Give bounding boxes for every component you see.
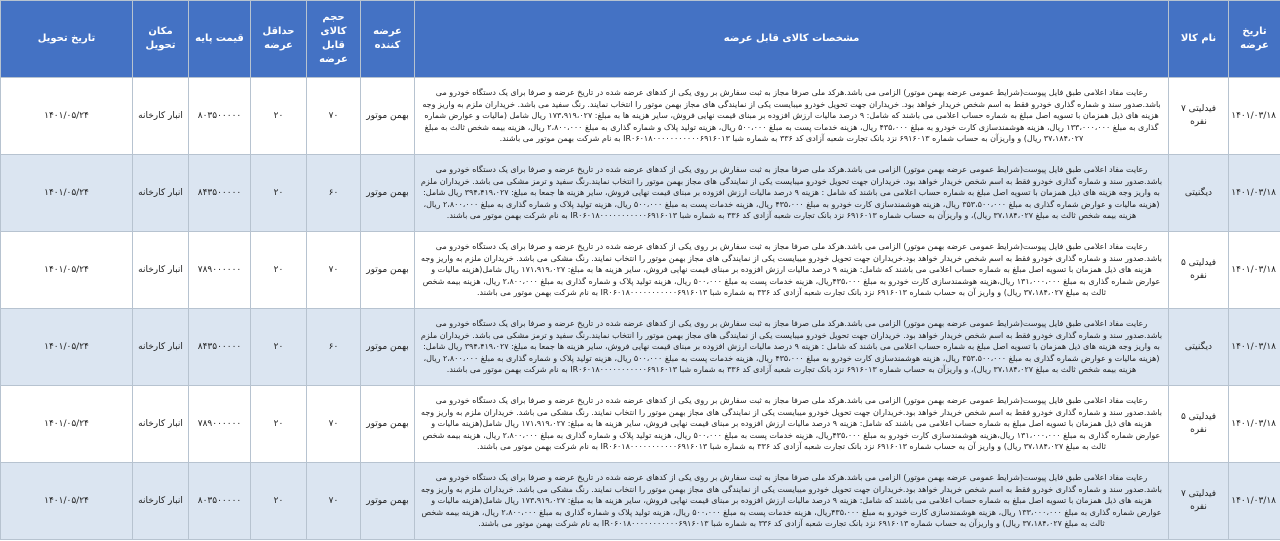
header-supplier: عرضه کننده bbox=[361, 1, 415, 78]
cell-base-price: ۸۴۳۵۰۰۰۰۰ bbox=[189, 155, 251, 232]
table-row bbox=[1, 232, 1280, 309]
cell-min-offer: ۲۰ bbox=[251, 78, 307, 155]
cell-min-offer: ۲۰ bbox=[251, 155, 307, 232]
table-row bbox=[1, 155, 1280, 232]
header-delivery-place: مکان تحویل bbox=[133, 1, 189, 78]
cell-specs: رعایت مفاد اعلامی طبق فایل پیوست(شرایط عمومی عرضه بهمن موتور) الزامی می باشد.هرکد ملی صرفا مجاز به ثبت سفارش بر روی یکی از کدهای عرضه شده در تاریخ عرضه و صرفا برای یک دستگاه خودرو می باشد.صدور سند و شماره گذاری خودرو فقط به اسم شخص خریدار خواهد بود. خریداران جهت تحویل خودرو میبایست یکی از نمایندگی های مجاز بهمن موتور را انتخاب نمایند.رنگ سفید و ترمز مشکی می باشد. خریداران ملزم به واریز وجه هزینه های ذیل همزمان با تسویه اصل مبلغ به شماره حساب اعلامی می باشند که شامل : هزینه ۹ درصد مالیات ارزش افزوده بر مبنای قیمت نهایی فروش، سایر هزینه ها جمعا به مبلغ: ۳۹۴،۴۱۹،۰۲۷ ریال شامل:(هزینه مالیات و عوارض شماره گذاری به مبلغ ۳۵۳،۵۰۰،۰۰۰ ریال، هزینه هوشمندسازی کارت خودرو به مبلغ ۴۳۵،۰۰۰ ریال، هزینه خدمات پست به مبلغ ۵۰۰،۰۰۰ ریال، هزینه تولید پلاک و شماره گذاری به مبلغ ۲،۸۰۰،۰۰۰ ریال، هزینه بیمه شخص ثالث به مبلغ ۳۷،۱۸۴،۰۲۷ ریال)، و واریزآن به حساب شماره ۶۹۱۶۰۱۳ نزد بانک تجارت شعبه آزادی کد ۳۳۶ به شماره شبا IR۰۶۰۱۸۰۰۰۰۰۰۰۰۰۰۰۶۹۱۶۰۱۳ به نام شرکت بهمن موتور می باشند. bbox=[415, 309, 1169, 386]
cell-specs: رعایت مفاد اعلامی طبق فایل پیوست(شرایط عمومی عرضه بهمن موتور) الزامی می باشد.هرکد ملی صرفا مجاز به ثبت سفارش بر روی یکی از کدهای عرضه شده در تاریخ عرضه و صرفا برای یک دستگاه خودرو می باشد.صدور سند و شماره گذاری خودرو فقط به اسم شخص خریدار خواهد بود.خریداران جهت تحویل خودرو میبایست یکی از نمایندگی های مجاز بهمن موتور را انتخاب نمایند. رنگ مشکی می باشد. خریداران ملزم به واریز وجه هزینه های ذیل همزمان با تسویه اصل مبلغ به شماره حساب اعلامی می باشند که شامل: هزینه ۹ درصد مالیات ارزش افزوده بر مبنای قیمت نهایی فروش، سایر هزینه ها به مبلغ: ۱۷۳،۹۱۹،۰۲۷ ریال شامل(هزینه مالیات و عوارض شماره گذاری به مبلغ ۱۳۳،۰۰۰،۰۰۰ ریال، هزینه هوشمندسازی کارت خودرو به مبلغ ۴۳۵،۰۰۰ریال، هزینه خدمات پست به مبلغ ۵۰۰،۰۰۰ ریال، هزینه تولید پلاک و شماره گذاری به مبلغ ۲،۸۰۰،۰۰۰ ریال، هزینه بیمه شخص ثالث به مبلغ ۳۷،۱۸۴،۰۲۷ ریال) و واریزآن به حساب شماره ۶۹۱۶۰۱۳ نزد بانک تجارت شعبه آزادی کد ۳۳۶ به شماره شبا IR۰۶۰۱۸۰۰۰۰۰۰۰۰۰۰۰۶۹۱۶۰۱۳ به نام شرکت بهمن موتور می باشند. bbox=[415, 463, 1169, 540]
header-delivery-date: تاریخ تحویل bbox=[1, 1, 133, 78]
cell-offer-date: ۱۴۰۱/۰۳/۱۸ bbox=[1229, 463, 1280, 540]
cell-specs: رعایت مفاد اعلامی طبق فایل پیوست(شرایط عمومی عرضه بهمن موتور) الزامی می باشد.هرکد ملی صرفا مجاز به ثبت سفارش بر روی یکی از کدهای عرضه شده در تاریخ عرضه و صرفا برای یک دستگاه خودرو می باشد.صدور سند و شماره گذاری خودرو فقط به اسم شخص خریدار خواهد بود. خریداران جهت تحویل خودرو میبایست یکی از نمایندگی های مجاز بهمن موتور را انتخاب نمایند.رنگ سفید و ترمز مشکی می باشد. خریداران ملزم به واریز وجه هزینه های ذیل همزمان با تسویه اصل مبلغ به شماره حساب اعلامی می باشند که شامل : هزینه ۹ درصد مالیات ارزش افزوده بر مبنای قیمت نهایی فروش، سایر هزینه ها جمعا به مبلغ: ۳۹۴،۴۱۹،۰۲۷ ریال شامل:(هزینه مالیات و عوارض شماره گذاری به مبلغ ۳۵۳،۵۰۰،۰۰۰ ریال، هزینه هوشمندسازی کارت خودرو به مبلغ ۴۳۵،۰۰۰ ریال، هزینه خدمات پست به مبلغ ۵۰۰،۰۰۰ ریال، هزینه تولید پلاک و شماره گذاری به مبلغ ۲،۸۰۰،۰۰۰ ریال، هزینه بیمه شخص ثالث به مبلغ ۳۷،۱۸۴،۰۲۷ ریال)، و واریزآن به حساب شماره ۶۹۱۶۰۱۳ نزد بانک تجارت شعبه آزادی کد ۳۳۶ به شماره شبا IR۰۶۰۱۸۰۰۰۰۰۰۰۰۰۰۰۶۹۱۶۰۱۳ به نام شرکت بهمن موتور می باشند. bbox=[415, 155, 1169, 232]
cell-min-offer: ۲۰ bbox=[251, 309, 307, 386]
cell-specs: رعایت مفاد اعلامی طبق فایل پیوست(شرایط عمومی عرضه بهمن موتور) الزامی می باشد.هرکد ملی صرفا مجاز به ثبت سفارش بر روی یکی از کدهای عرضه شده در تاریخ عرضه و صرفا برای یک دستگاه خودرو می باشد.صدور سند و شماره گذاری خودرو فقط به اسم شخص خریدار خواهد بود.خریداران جهت تحویل خودرو میبایست یکی از نمایندگی های مجاز بهمن موتور را انتخاب نمایند. رنگ مشکی می باشد. خریداران ملزم به واریز وجه هزینه های ذیل همزمان با تسویه اصل مبلغ به شماره حساب اعلامی می باشند که شامل: هزینه ۹ درصد مالیات ارزش افزوده بر مبنای قیمت نهایی فروش، سایر هزینه ها به مبلغ: ۱۷۱،۹۱۹،۰۲۷ ریال شامل(هزینه مالیات و عوارض شماره گذاری به مبلغ ۱۳۱،۰۰۰،۰۰۰ ریال،هزینه هوشمندسازی کارت خودرو به مبلغ ۴۳۵،۰۰۰ریال، هزینه خدمات پست به مبلغ ۵۰۰،۰۰۰ ریال، هزینه تولید پلاک و شماره گذاری به مبلغ ۲،۸۰۰،۰۰۰ ریال، هزینه بیمه شخص ثالث به مبلغ ۳۷،۱۸۴،۰۲۷ ریال) و واریز آن به حساب شماره ۶۹۱۶۰۱۳ نزد بانک تجارت شعبه آزادی کد ۳۳۶ به شماره شبا IR۰۶۰۱۸۰۰۰۰۰۰۰۰۰۰۰۶۹۱۶۰۱۳ به نام شرکت بهمن موتور می باشند. bbox=[415, 386, 1169, 463]
cell-offer-date: ۱۴۰۱/۰۳/۱۸ bbox=[1229, 386, 1280, 463]
cell-delivery-date: ۱۴۰۱/۰۵/۲۴ bbox=[1, 78, 133, 155]
cell-offered-volume: ۷۰ bbox=[307, 463, 361, 540]
cell-offered-volume: ۷۰ bbox=[307, 232, 361, 309]
cell-base-price: ۸۰۳۵۰۰۰۰۰ bbox=[189, 463, 251, 540]
cell-offered-volume: ۷۰ bbox=[307, 386, 361, 463]
cell-delivery-place: انبار کارخانه bbox=[133, 232, 189, 309]
table-row bbox=[1, 78, 1280, 155]
cell-delivery-place: انبار کارخانه bbox=[133, 78, 189, 155]
cell-offer-date: ۱۴۰۱/۰۳/۱۸ bbox=[1229, 78, 1280, 155]
header-base-price: قیمت پایه bbox=[189, 1, 251, 78]
cell-delivery-date: ۱۴۰۱/۰۵/۲۴ bbox=[1, 155, 133, 232]
cell-base-price: ۷۸۹۰۰۰۰۰۰ bbox=[189, 232, 251, 309]
cell-offered-volume: ۶۰ bbox=[307, 309, 361, 386]
cell-specs: رعایت مفاد اعلامی طبق فایل پیوست(شرایط عمومی عرضه بهمن موتور) الزامی می باشد.هرکد ملی صرفا مجاز به ثبت سفارش بر روی یکی از کدهای عرضه شده در تاریخ عرضه و صرفا برای یک دستگاه خودرو می باشد.صدور سند و شماره گذاری خودرو فقط به اسم شخص خریدار خواهد بود. خریداران جهت تحویل خودرو میبایست یکی از نمایندگی های مجاز بهمن موتور را انتخاب نمایند. رنگ سفید می باشد. خریداران ملزم به واریز وجه هزینه های ذیل همزمان با تسویه اصل مبلغ به شماره حساب اعلامی می باشند که شامل: ۹ درصد مالیات ارزش افزوده بر مبنای قیمت نهایی فروش، سایر هزینه ها به مبلغ: ۱۷۳،۹۱۹،۰۲۷ ریال شامل (مالیات و عوارض شماره گذاری به مبلغ ۱۳۳،۰۰۰،۰۰۰ ریال، هزینه هوشمندسازی کارت خودرو به مبلغ ۴۳۵،۰۰۰ ریال، هزینه خدمات پست به مبلغ ۵۰۰،۰۰۰ ریال، هزینه تولید پلاک و شماره گذاری به مبلغ ۲،۸۰۰،۰۰۰ ریال، هزینه بیمه شخص ثالث به مبلغ ۳۷،۱۸۴،۰۲۷ ریال) و واریزآن به حساب شماره ۶۹۱۶۰۱۳ نزد بانک تجارت شعبه آزادی کد ۳۳۶ به شماره شبا IR۰۶۰۱۸۰۰۰۰۰۰۰۰۰۰۰۶۹۱۶۰۱۳ به نام شرکت بهمن موتور می باشند. bbox=[415, 78, 1169, 155]
cell-supplier: بهمن موتور bbox=[361, 155, 415, 232]
cell-min-offer: ۲۰ bbox=[251, 386, 307, 463]
table-row bbox=[1, 309, 1280, 386]
header-row bbox=[1, 1, 1280, 78]
cell-min-offer: ۲۰ bbox=[251, 232, 307, 309]
header-offered-volume: حجم کالای قابل عرضه bbox=[307, 1, 361, 78]
header-offer-date: تاریخ عرضه bbox=[1229, 1, 1280, 78]
cell-delivery-place: انبار کارخانه bbox=[133, 309, 189, 386]
cell-delivery-date: ۱۴۰۱/۰۵/۲۴ bbox=[1, 463, 133, 540]
cell-min-offer: ۲۰ bbox=[251, 463, 307, 540]
cell-supplier: بهمن موتور bbox=[361, 78, 415, 155]
cell-base-price: ۸۴۳۵۰۰۰۰۰ bbox=[189, 309, 251, 386]
cell-supplier: بهمن موتور bbox=[361, 232, 415, 309]
cell-delivery-date: ۱۴۰۱/۰۵/۲۴ bbox=[1, 386, 133, 463]
cell-delivery-place: انبار کارخانه bbox=[133, 155, 189, 232]
cell-product-name: فیدلیتی ۷ نفره bbox=[1169, 463, 1229, 540]
cell-delivery-date: ۱۴۰۱/۰۵/۲۴ bbox=[1, 309, 133, 386]
cell-product-name: فیدلیتی ۵ نفره bbox=[1169, 386, 1229, 463]
header-min-offer: حداقل عرضه bbox=[251, 1, 307, 78]
cell-base-price: ۸۰۳۵۰۰۰۰۰ bbox=[189, 78, 251, 155]
cell-offer-date: ۱۴۰۱/۰۳/۱۸ bbox=[1229, 232, 1280, 309]
cell-offer-date: ۱۴۰۱/۰۳/۱۸ bbox=[1229, 309, 1280, 386]
cell-offer-date: ۱۴۰۱/۰۳/۱۸ bbox=[1229, 155, 1280, 232]
table-row bbox=[1, 386, 1280, 463]
cell-offered-volume: ۷۰ bbox=[307, 78, 361, 155]
cell-delivery-place: انبار کارخانه bbox=[133, 386, 189, 463]
header-specs: مشخصات کالای قابل عرضه bbox=[415, 1, 1169, 78]
cell-delivery-date: ۱۴۰۱/۰۵/۲۴ bbox=[1, 232, 133, 309]
cell-supplier: بهمن موتور bbox=[361, 309, 415, 386]
cell-supplier: بهمن موتور bbox=[361, 386, 415, 463]
cell-specs: رعایت مفاد اعلامی طبق فایل پیوست(شرایط عمومی عرضه بهمن موتور) الزامی می باشد.هرکد ملی صرفا مجاز به ثبت سفارش بر روی یکی از کدهای عرضه شده در تاریخ عرضه و صرفا برای یک دستگاه خودرو می باشد.صدور سند و شماره گذاری خودرو فقط به اسم شخص خریدار خواهد بود.خریداران جهت تحویل خودرو میبایست یکی از نمایندگی های مجاز بهمن موتور را انتخاب نمایند. رنگ مشکی می باشد. خریداران ملزم به واریز وجه هزینه های ذیل همزمان با تسویه اصل مبلغ به شماره حساب اعلامی می باشند که شامل: هزینه ۹ درصد مالیات ارزش افزوده بر مبنای قیمت نهایی فروش، سایر هزینه ها به مبلغ: ۱۷۱،۹۱۹،۰۲۷ ریال شامل(هزینه مالیات و عوارض شماره گذاری به مبلغ ۱۳۱،۰۰۰،۰۰۰ ریال،هزینه هوشمندسازی کارت خودرو به مبلغ ۴۳۵،۰۰۰ریال، هزینه خدمات پست به مبلغ ۵۰۰،۰۰۰ ریال، هزینه تولید پلاک و شماره گذاری به مبلغ ۲،۸۰۰،۰۰۰ ریال، هزینه بیمه شخص ثالث به مبلغ ۳۷،۱۸۴،۰۲۷ ریال) و واریز آن به حساب شماره ۶۹۱۶۰۱۳ نزد بانک تجارت شعبه آزادی کد ۳۳۶ به شماره شبا IR۰۶۰۱۸۰۰۰۰۰۰۰۰۰۰۰۶۹۱۶۰۱۳ به نام شرکت بهمن موتور می باشند. bbox=[415, 232, 1169, 309]
table-row bbox=[1, 463, 1280, 540]
cell-product-name: دیگنیتی bbox=[1169, 309, 1229, 386]
header-product-name: نام کالا bbox=[1169, 1, 1229, 78]
cell-delivery-place: انبار کارخانه bbox=[133, 463, 189, 540]
cell-offered-volume: ۶۰ bbox=[307, 155, 361, 232]
cell-product-name: فیدلیتی ۷ نفره bbox=[1169, 78, 1229, 155]
cell-product-name: دیگنیتی bbox=[1169, 155, 1229, 232]
cell-supplier: بهمن موتور bbox=[361, 463, 415, 540]
cell-product-name: فیدلیتی ۵ نفره bbox=[1169, 232, 1229, 309]
cell-base-price: ۷۸۹۰۰۰۰۰۰ bbox=[189, 386, 251, 463]
